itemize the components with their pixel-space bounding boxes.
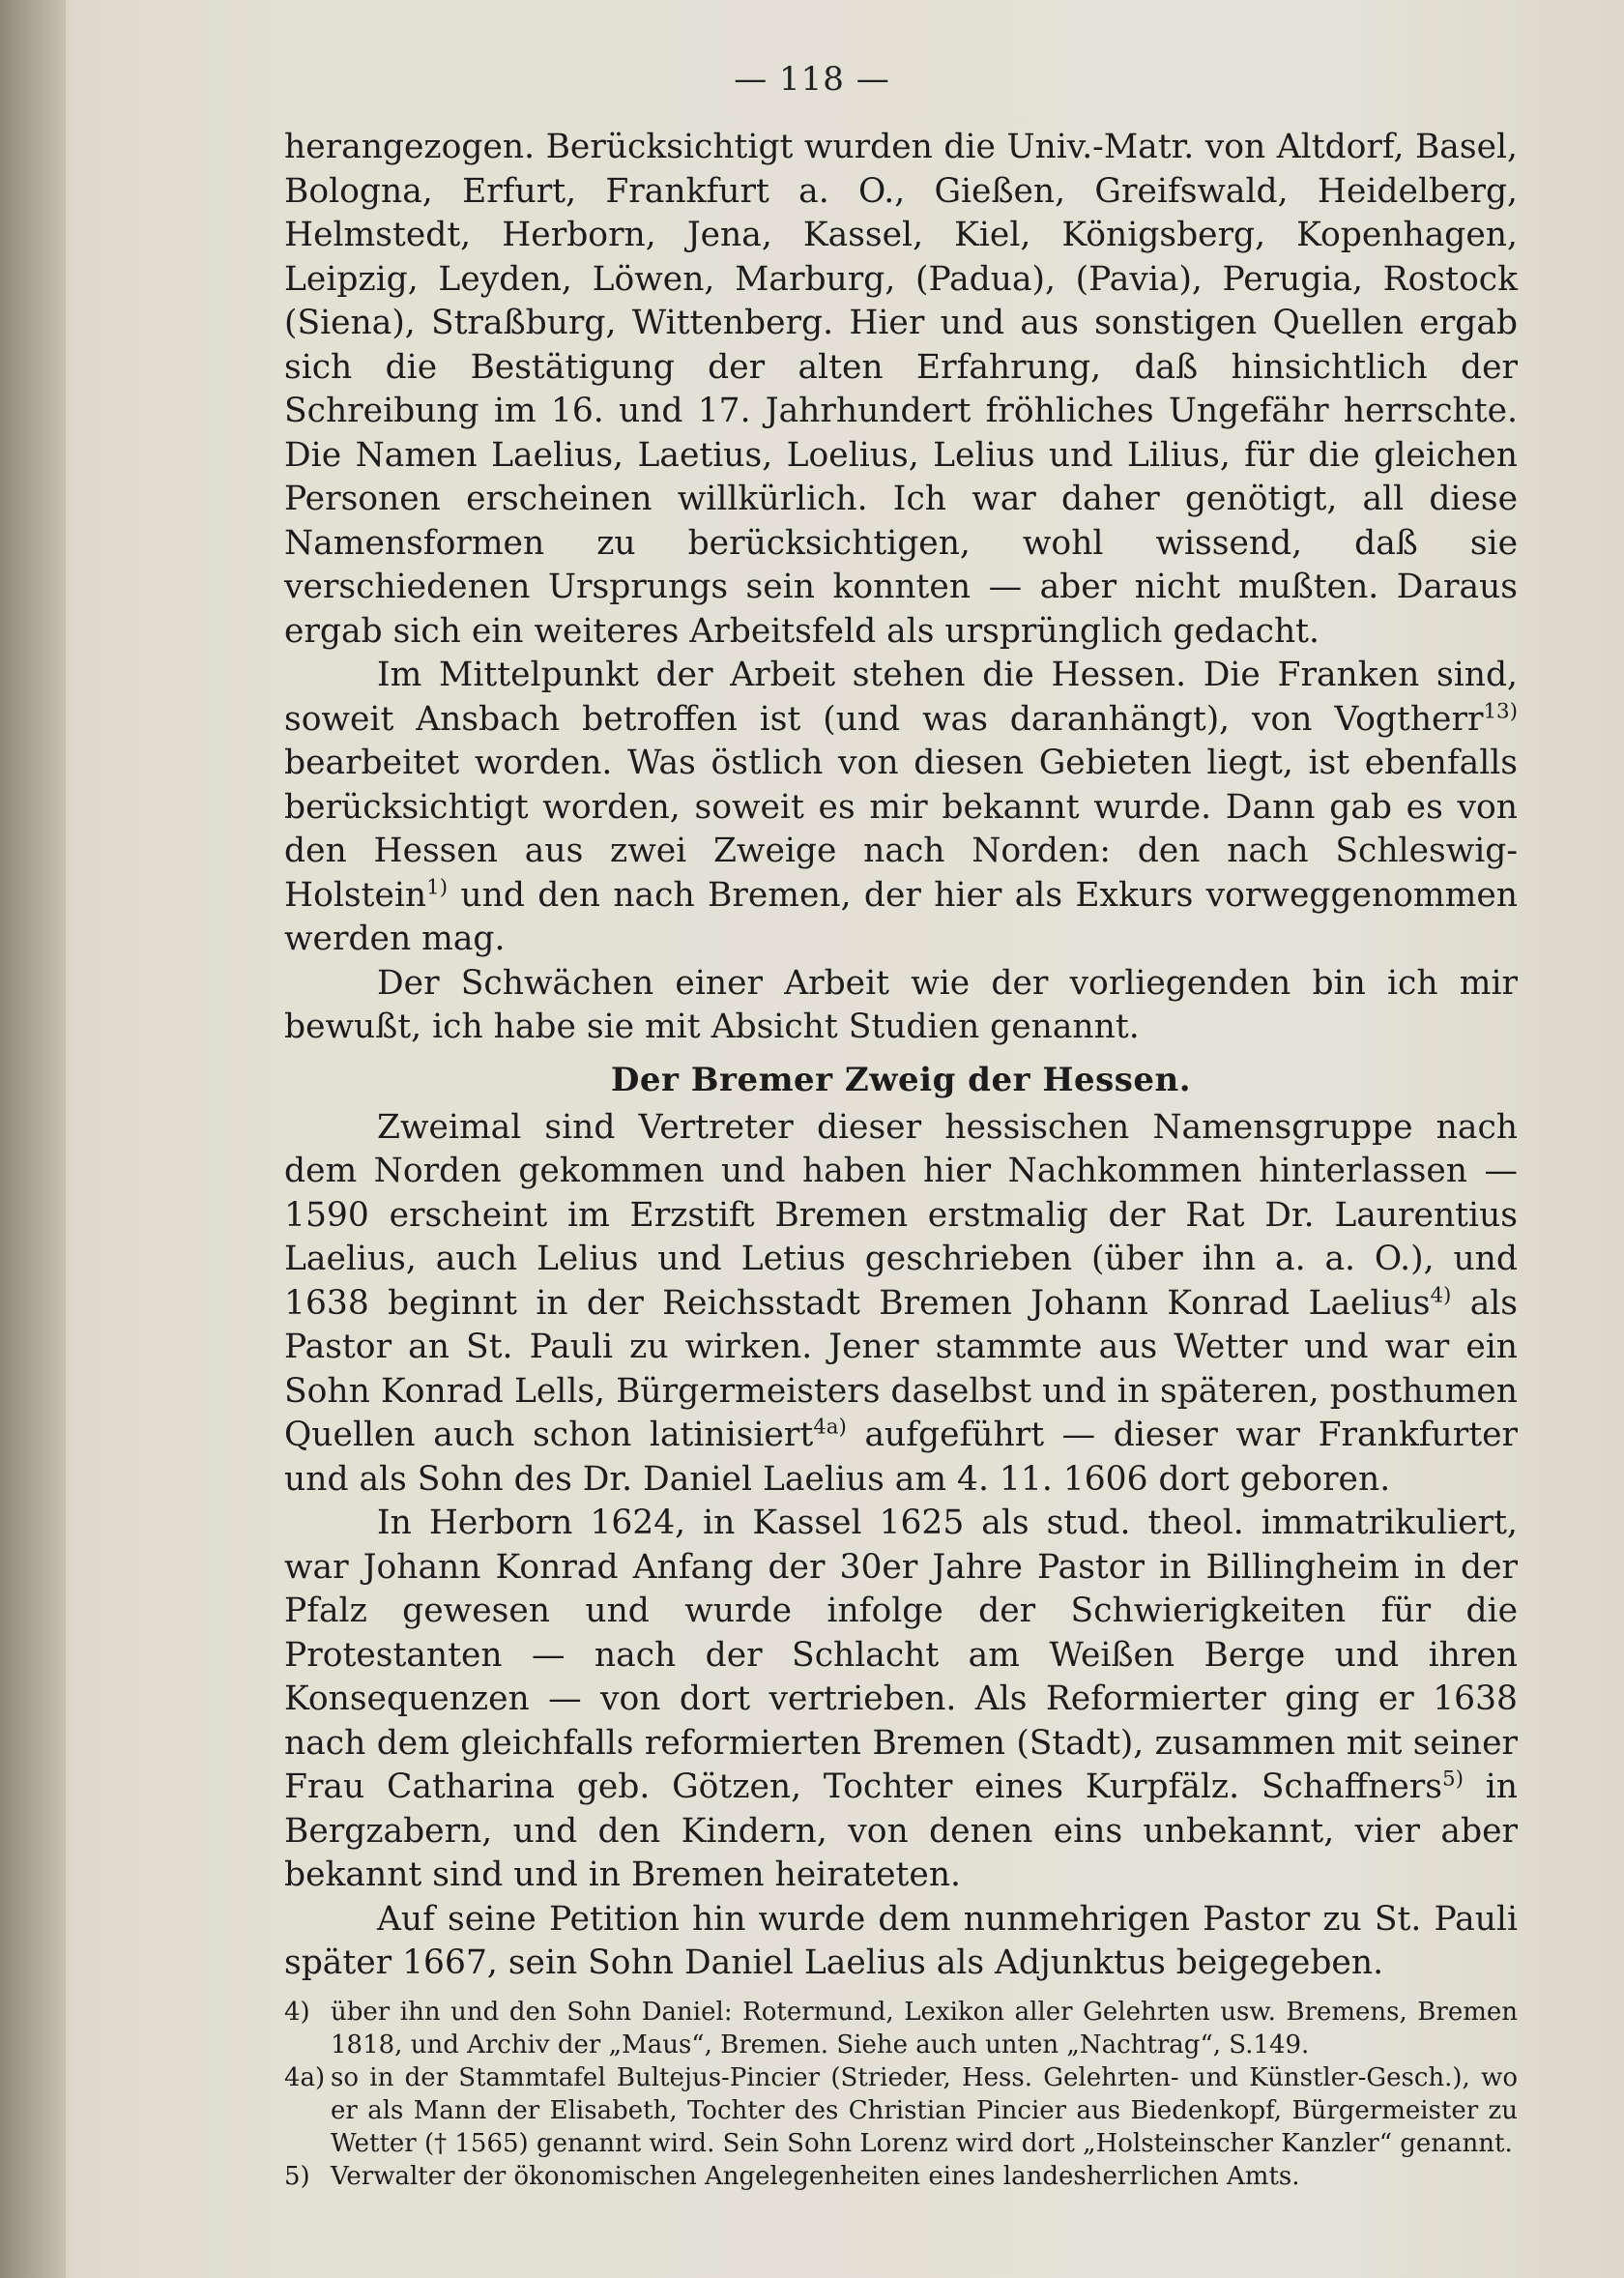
- paragraph-5: [284, 1502, 1518, 1898]
- paragraph-2-part-c: und den nach Bremen, der hier als Exkurs vorweggenommen werden mag.: [284, 875, 1518, 958]
- paragraph-1: herangezogen. Berücksichtigt wurden die Univ.-Matr. von Altdorf, Basel, Bologna, Erfurt, Frankfurt a. O., Gießen, Greifswald, Heidelberg, Helmstedt, Herborn, Jena, Kassel, Kiel, Königsberg, Kopenhagen, Leipzig, Leyden, Löwen, Marburg, (Padua), (Pavia), Perugia, Rostock (Siena), Straßburg, Wittenberg. Hier und aus sonstigen Quellen ergab sich die Bestätigung der alten Erfahrung, daß hinsichtlich der Schreibung im 16. und 17. Jahrhundert fröhliches Ungefähr herrschte. Die Namen Laelius, Laetius, Loelius, Lelius und Lilius, für die gleichen Personen erscheinen willkürlich. Ich war daher genötigt, all diese Namensformen zu berücksichtigen, wohl wissend, daß sie verschiedenen Ursprungs sein konnten — aber nicht mußten. Daraus ergab sich ein weiteres Arbeitsfeld als ursprünglich gedacht.: [284, 128, 1518, 651]
- paragraph-2-part-b: bearbeitet worden. Was östlich von diesen Gebieten liegt, ist ebenfalls berücksichtigt worden, soweit es mir bekannt wurde. Dann gab es von den Hessen aus zwei Zweige nach Norden: den nach Schleswig-Holstein: [284, 744, 1518, 915]
- footnote-marker: 4a): [284, 2062, 326, 2092]
- page-number: — 118 —: [734, 60, 890, 99]
- footnote-text: über ihn und den Sohn Daniel: Rotermund, Lexikon aller Gelehrten usw. Bremens, Bremen 1818, und Archiv der „Maus“, Bremen. Siehe auch unten „Nachtrag“, S.149.: [331, 1997, 1518, 2059]
- paragraph-4: [284, 1106, 1518, 1503]
- main-text: [284, 126, 1518, 2193]
- footnote-5: [284, 2160, 1518, 2193]
- footnote-ref-1: 1): [426, 875, 449, 899]
- paragraph-4-part-c: aufgeführt — dieser war Frankfurter und als Sohn des Dr. Daniel Laelius am 4. 11. 1606 dort geboren.: [284, 1416, 1518, 1499]
- paragraph-6: Auf seine Petition hin wurde dem nunmehrigen Pastor zu St. Pauli später 1667, sein Sohn Daniel Laelius als Adjunktus beigegeben.: [284, 1899, 1518, 1982]
- footnote-text: so in der Stammtafel Bultejus-Pincier (Strieder, Hess. Gelehrten- und Künstler-Gesch.), wo er als Mann der Elisabeth, Tochter des Christian Pincier aus Biedenkopf, Bürgermeister zu Wetter († 1565) genannt wird. Sein Sohn Lorenz wird dort „Holsteinscher Kanzler“ genannt.: [331, 2062, 1518, 2158]
- footnote-text: Verwalter der ökonomischen Angelegenheiten eines landesherrlichen Amts.: [331, 2161, 1300, 2191]
- footnote-marker: 4): [284, 1997, 310, 2027]
- paragraph-2: [284, 654, 1518, 962]
- section-heading: Der Bremer Zweig der Hessen.: [610, 1060, 1192, 1099]
- footnote-4a: [284, 2061, 1518, 2160]
- footnote-4: [284, 1996, 1518, 2061]
- paragraph-2-part-a: Im Mittelpunkt der Arbeit stehen die Hessen. Die Franken sind, soweit Ansbach betroffen ist (und was daranhängt), von Vogtherr: [284, 656, 1518, 739]
- paragraph-5-part-b: in Bergzabern, und den Kindern, von denen eins unbekannt, vier aber bekannt sind und in Bremen heirateten.: [284, 1767, 1518, 1894]
- footnote-ref-4a: 4a): [813, 1415, 847, 1440]
- footnote-ref-5: 5): [1441, 1767, 1464, 1792]
- paragraph-4-part-b: als Pastor an St. Pauli zu wirken. Jener stammte aus Wetter und war ein Sohn Konrad Lells, Bürgermeisters daselbst und in späteren, posthumen Quellen auch schon latinisiert: [284, 1283, 1518, 1454]
- footnote-ref-4: 4): [1430, 1283, 1452, 1307]
- footnote-ref-13: 13): [1483, 699, 1518, 723]
- paragraph-4-part-a: Zweimal sind Vertreter dieser hessischen Namensgruppe nach dem Norden gekommen und haben hier Nachkommen hinterlassen — 1590 erscheint im Erzstift Bremen erstmalig der Rat Dr. Laurentius Laelius, auch Lelius und Letius geschrieben (über ihn a. a. O.), und 1638 beginnt in der Reichsstadt Bremen Johann Konrad Laelius: [284, 1107, 1518, 1323]
- footnote-marker: 5): [284, 2161, 310, 2191]
- page-gutter-shadow: [0, 0, 66, 2278]
- paragraph-5-part-a: In Herborn 1624, in Kassel 1625 als stud. theol. immatrikuliert, war Johann Konrad Anfang der 30er Jahre Pastor in Billingheim in der Pfalz gewesen und wurde infolge der Schwierigkeiten für die Protestanten — nach der Schlacht am Weißen Berge und ihren Konsequenzen — von dort vertrieben. Als Reformierter ging er 1638 nach dem gleichfalls reformierten Bremen (Stadt), zusammen mit seiner Frau Catharina geb. Götzen, Tochter eines Kurpfälz. Schaffners: [284, 1504, 1518, 1806]
- footnotes: [284, 1996, 1518, 2193]
- paragraph-3: Der Schwächen einer Arbeit wie der vorliegenden bin ich mir bewußt, ich habe sie mit Absicht Studien genannt.: [284, 963, 1518, 1046]
